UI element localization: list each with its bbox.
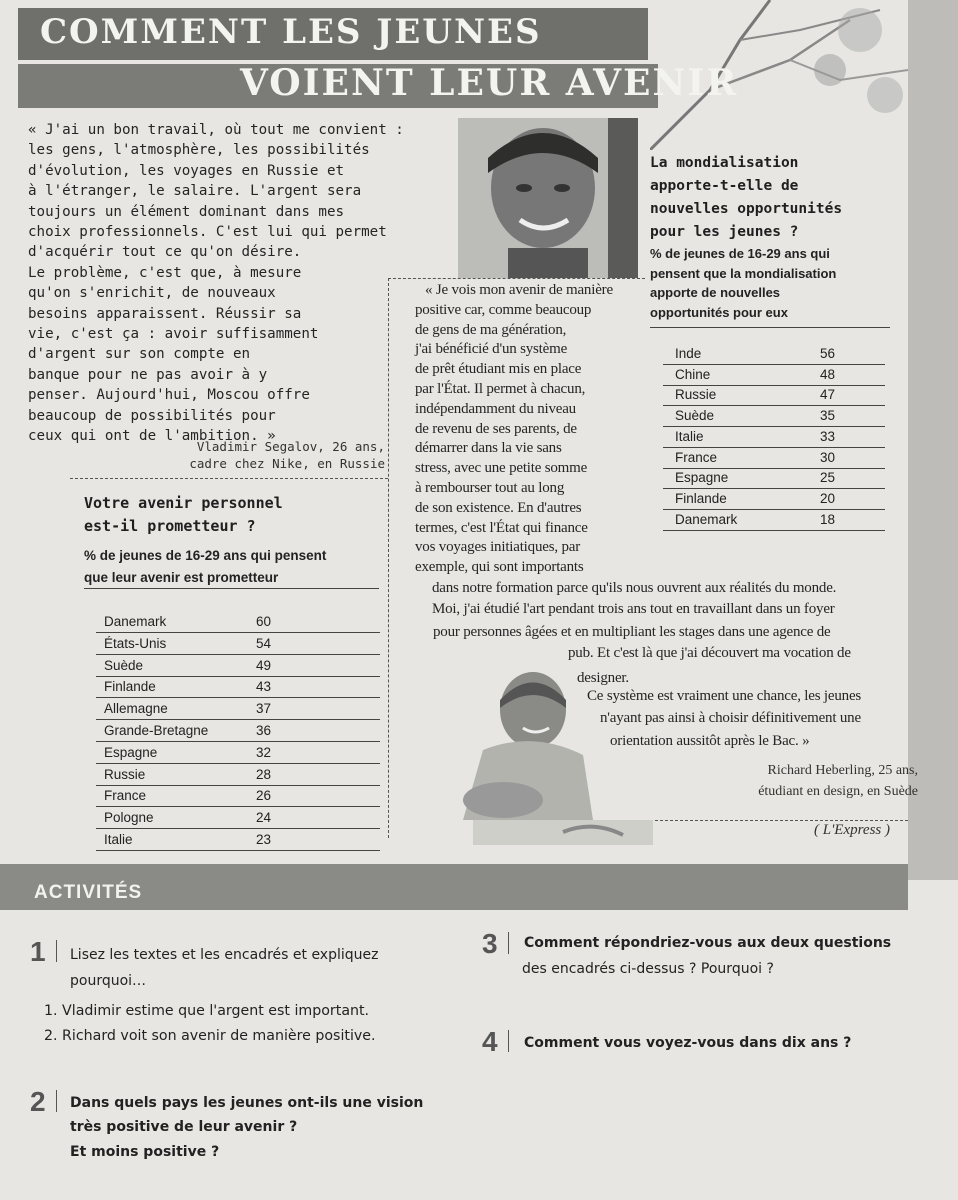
table-row-value: 30 xyxy=(820,449,836,465)
vladimir-photo xyxy=(458,118,638,278)
table-row-label: Danemark xyxy=(675,511,738,527)
quote-line: « Je vois mon avenir de manière xyxy=(425,282,613,298)
richard-photo xyxy=(463,660,663,850)
page-edge-shadow xyxy=(908,0,958,880)
table-row-rule xyxy=(663,488,885,489)
table-row-label: Inde xyxy=(675,346,702,361)
quote-line: pour personnes âgées et en multipliant les stages dans une agence de xyxy=(433,624,831,640)
avenir-title: Votre avenir personnel est-il prometteur ? xyxy=(84,494,283,535)
activity-text: des encadrés ci-dessus ? Pourquoi ? xyxy=(522,961,774,977)
table-row-value: 23 xyxy=(256,832,272,847)
table-row-label: France xyxy=(104,788,147,804)
activity-text: Lisez les textes et les encadrés et expliquez xyxy=(70,947,379,963)
table-row-value: 20 xyxy=(820,490,836,506)
quote-line: j'ai bénéficié d'un système xyxy=(415,341,568,358)
mondialisation-title: La mondialisation apporte-t-elle de nouvelles opportunités pour les jeunes ? xyxy=(650,155,843,240)
table-row-label: Russie xyxy=(104,766,146,782)
table-row-rule xyxy=(96,654,380,655)
activity-bar xyxy=(56,940,57,962)
vladimir-signature: Vladimir Segalov, 26 ans, cadre chez Nike, en Russie xyxy=(189,439,385,471)
table-row-value: 36 xyxy=(256,723,272,738)
table-row-rule xyxy=(663,447,885,448)
table-row-label: Grande-Bretagne xyxy=(104,723,209,738)
table-row-label: Italie xyxy=(675,428,704,444)
table-row-value: 24 xyxy=(256,810,272,826)
table-row-label: Finlande xyxy=(104,679,156,695)
activity-text: Comment vous voyez-vous dans dix ans ? xyxy=(524,1035,852,1051)
list-item: 2. Richard voit son avenir de manière positive. xyxy=(44,1028,376,1044)
activity-number: 3 xyxy=(482,928,498,959)
table-row-label: Suède xyxy=(675,408,715,424)
table-row-rule xyxy=(96,785,380,786)
activity-number: 4 xyxy=(482,1026,498,1057)
table-row-label: France xyxy=(675,449,718,465)
table-row-value: 48 xyxy=(820,366,836,382)
table-row-value: 25 xyxy=(820,470,836,486)
table-row-value: 60 xyxy=(256,614,272,629)
table-row-rule xyxy=(96,676,380,677)
table-row-label: Finlande xyxy=(675,490,727,506)
activity-bar xyxy=(508,1030,509,1052)
activity-text: pourquoi… xyxy=(70,973,147,989)
dash-separator xyxy=(388,278,389,838)
quote-line: n'ayant pas ainsi à choisir définitivement une xyxy=(600,710,861,726)
quote-line: orientation aussitôt après le Bac. » xyxy=(610,733,810,749)
table-row-rule xyxy=(663,405,885,406)
table-row-value: 35 xyxy=(820,408,836,424)
table-row-rule xyxy=(96,719,380,720)
quote-line: dans notre formation parce qu'ils nous ouvrent aux réalités du monde. xyxy=(432,580,837,596)
table-row-value: 32 xyxy=(256,744,272,760)
activity-number: 1 xyxy=(30,936,46,967)
dash-separator xyxy=(70,478,388,479)
avenir-subtitle: % de jeunes de 16-29 ans qui pensent que leur avenir est prometteur xyxy=(84,548,327,585)
table-row-rule xyxy=(96,806,380,807)
quote-line: stress, avec une petite somme xyxy=(415,460,588,477)
activity-text: Dans quels pays les jeunes ont-ils une vision xyxy=(70,1095,424,1111)
table-row-rule xyxy=(96,741,380,742)
activity-bar xyxy=(56,1090,57,1112)
table-row-value: 54 xyxy=(256,635,272,651)
richard-signature: Richard Heberling, 25 ans, étudiant en design, en Suède xyxy=(758,763,918,799)
table-row-rule xyxy=(96,828,380,829)
table-row-value: 43 xyxy=(256,679,272,695)
page-title-line2: VOIENT LEUR AVENIR xyxy=(240,62,739,104)
table-row-label: Espagne xyxy=(675,470,729,486)
quote-line: exemple, qui sont importants xyxy=(415,559,584,576)
quote-line: indépendamment du niveau xyxy=(415,400,576,417)
mondialisation-subtitle: % de jeunes de 16-29 ans qui pensent que la mondialisation apporte de nouvelles opportunités pour eux xyxy=(650,246,837,320)
table-row-label: Allemagne xyxy=(104,701,168,717)
page-title-line1: COMMENT LES JEUNES xyxy=(40,12,542,52)
source-credit: ( L'Express ) xyxy=(814,822,890,838)
quote-line: designer. xyxy=(577,670,629,686)
activity-text: Et moins positive ? xyxy=(70,1144,220,1160)
table-row-label: Danemark xyxy=(104,614,167,629)
table-row-label: Pologne xyxy=(104,810,154,826)
activity-number: 2 xyxy=(30,1086,46,1117)
table-row-label: Russie xyxy=(675,387,717,403)
dash-separator xyxy=(650,820,908,821)
divider xyxy=(650,327,890,328)
table-row-label: Espagne xyxy=(104,744,158,760)
table-row-rule xyxy=(96,697,380,698)
quote-line: de son existence. En d'autres xyxy=(415,499,582,516)
dash-separator xyxy=(388,278,645,279)
table-row-value: 49 xyxy=(256,657,272,673)
quote-line: de revenu de ses parents, de xyxy=(415,420,577,437)
quote-line: démarrer dans la vie sans xyxy=(415,440,562,457)
quote-line: Moi, j'ai étudié l'art pendant trois ans tout en travaillant dans un foyer xyxy=(432,601,835,617)
quote-line: positive car, comme beaucoup xyxy=(415,301,592,318)
table-row-rule xyxy=(96,763,380,764)
table-row-rule xyxy=(663,468,885,469)
quote-line: de prêt étudiant mis en place xyxy=(415,361,582,378)
quote-line: vos voyages initiatiques, par xyxy=(415,539,581,556)
quote-line: pub. Et c'est là que j'ai découvert ma vocation de xyxy=(568,645,851,661)
table-row-value: 26 xyxy=(256,788,272,804)
table-row-label: Suède xyxy=(104,657,144,673)
table-row-value: 28 xyxy=(256,766,272,782)
table-row-label: Italie xyxy=(104,832,133,847)
table-row-rule xyxy=(663,385,885,386)
quote-line: de gens de ma génération, xyxy=(415,321,567,338)
table-row-rule xyxy=(663,530,885,531)
quote-line: Ce système est vraiment une chance, les jeunes xyxy=(587,688,862,704)
activity-text: très positive de leur avenir ? xyxy=(70,1119,298,1135)
activities-heading: ACTIVITÉS xyxy=(34,882,143,903)
quote-line: par l'État. Il permet à chacun, xyxy=(415,381,586,397)
list-item: 1. Vladimir estime que l'argent est important. xyxy=(44,1003,370,1019)
table-row-value: 56 xyxy=(820,346,836,361)
table-row-value: 18 xyxy=(820,511,836,527)
table-row-label: États-Unis xyxy=(104,635,167,651)
table-row-label: Chine xyxy=(675,366,711,382)
vladimir-quote: « J'ai un bon travail, où tout me convient : les gens, l'atmosphère, les possibilités d'évolution, les voyages en Russie et à l'étranger, le salaire. L'argent sera toujours un élément dominant dans mes choix professionnels. C'est lui qui permet d'acquérir tout ce qu'on désire. Le problème, c'est que, à mesure qu'on s'enrichit, de nouveaux besoins apparaissent. Réussir sa vie, c'est ça : avoir suffisamment d'argent sur son compte en banque pour ne pas avoir à y penser. Aujourd'hui, Moscou offre beaucoup de possibilités pour ceux qui ont de l'ambition. » xyxy=(28,122,404,445)
activity-text: Comment répondriez-vous aux deux questions xyxy=(524,935,892,951)
quote-line: à rembourser tout au long xyxy=(415,480,565,496)
table-row-rule xyxy=(663,426,885,427)
quote-line: termes, c'est l'État qui finance xyxy=(415,519,588,536)
activity-bar xyxy=(508,932,509,954)
divider xyxy=(84,588,379,589)
table-row-value: 37 xyxy=(256,701,272,717)
table-row-rule xyxy=(96,632,380,633)
table-row-value: 47 xyxy=(820,387,836,403)
table-row-rule xyxy=(663,509,885,510)
table-row-rule xyxy=(96,850,380,851)
table-row-rule xyxy=(663,364,885,365)
table-row-value: 33 xyxy=(820,428,836,444)
